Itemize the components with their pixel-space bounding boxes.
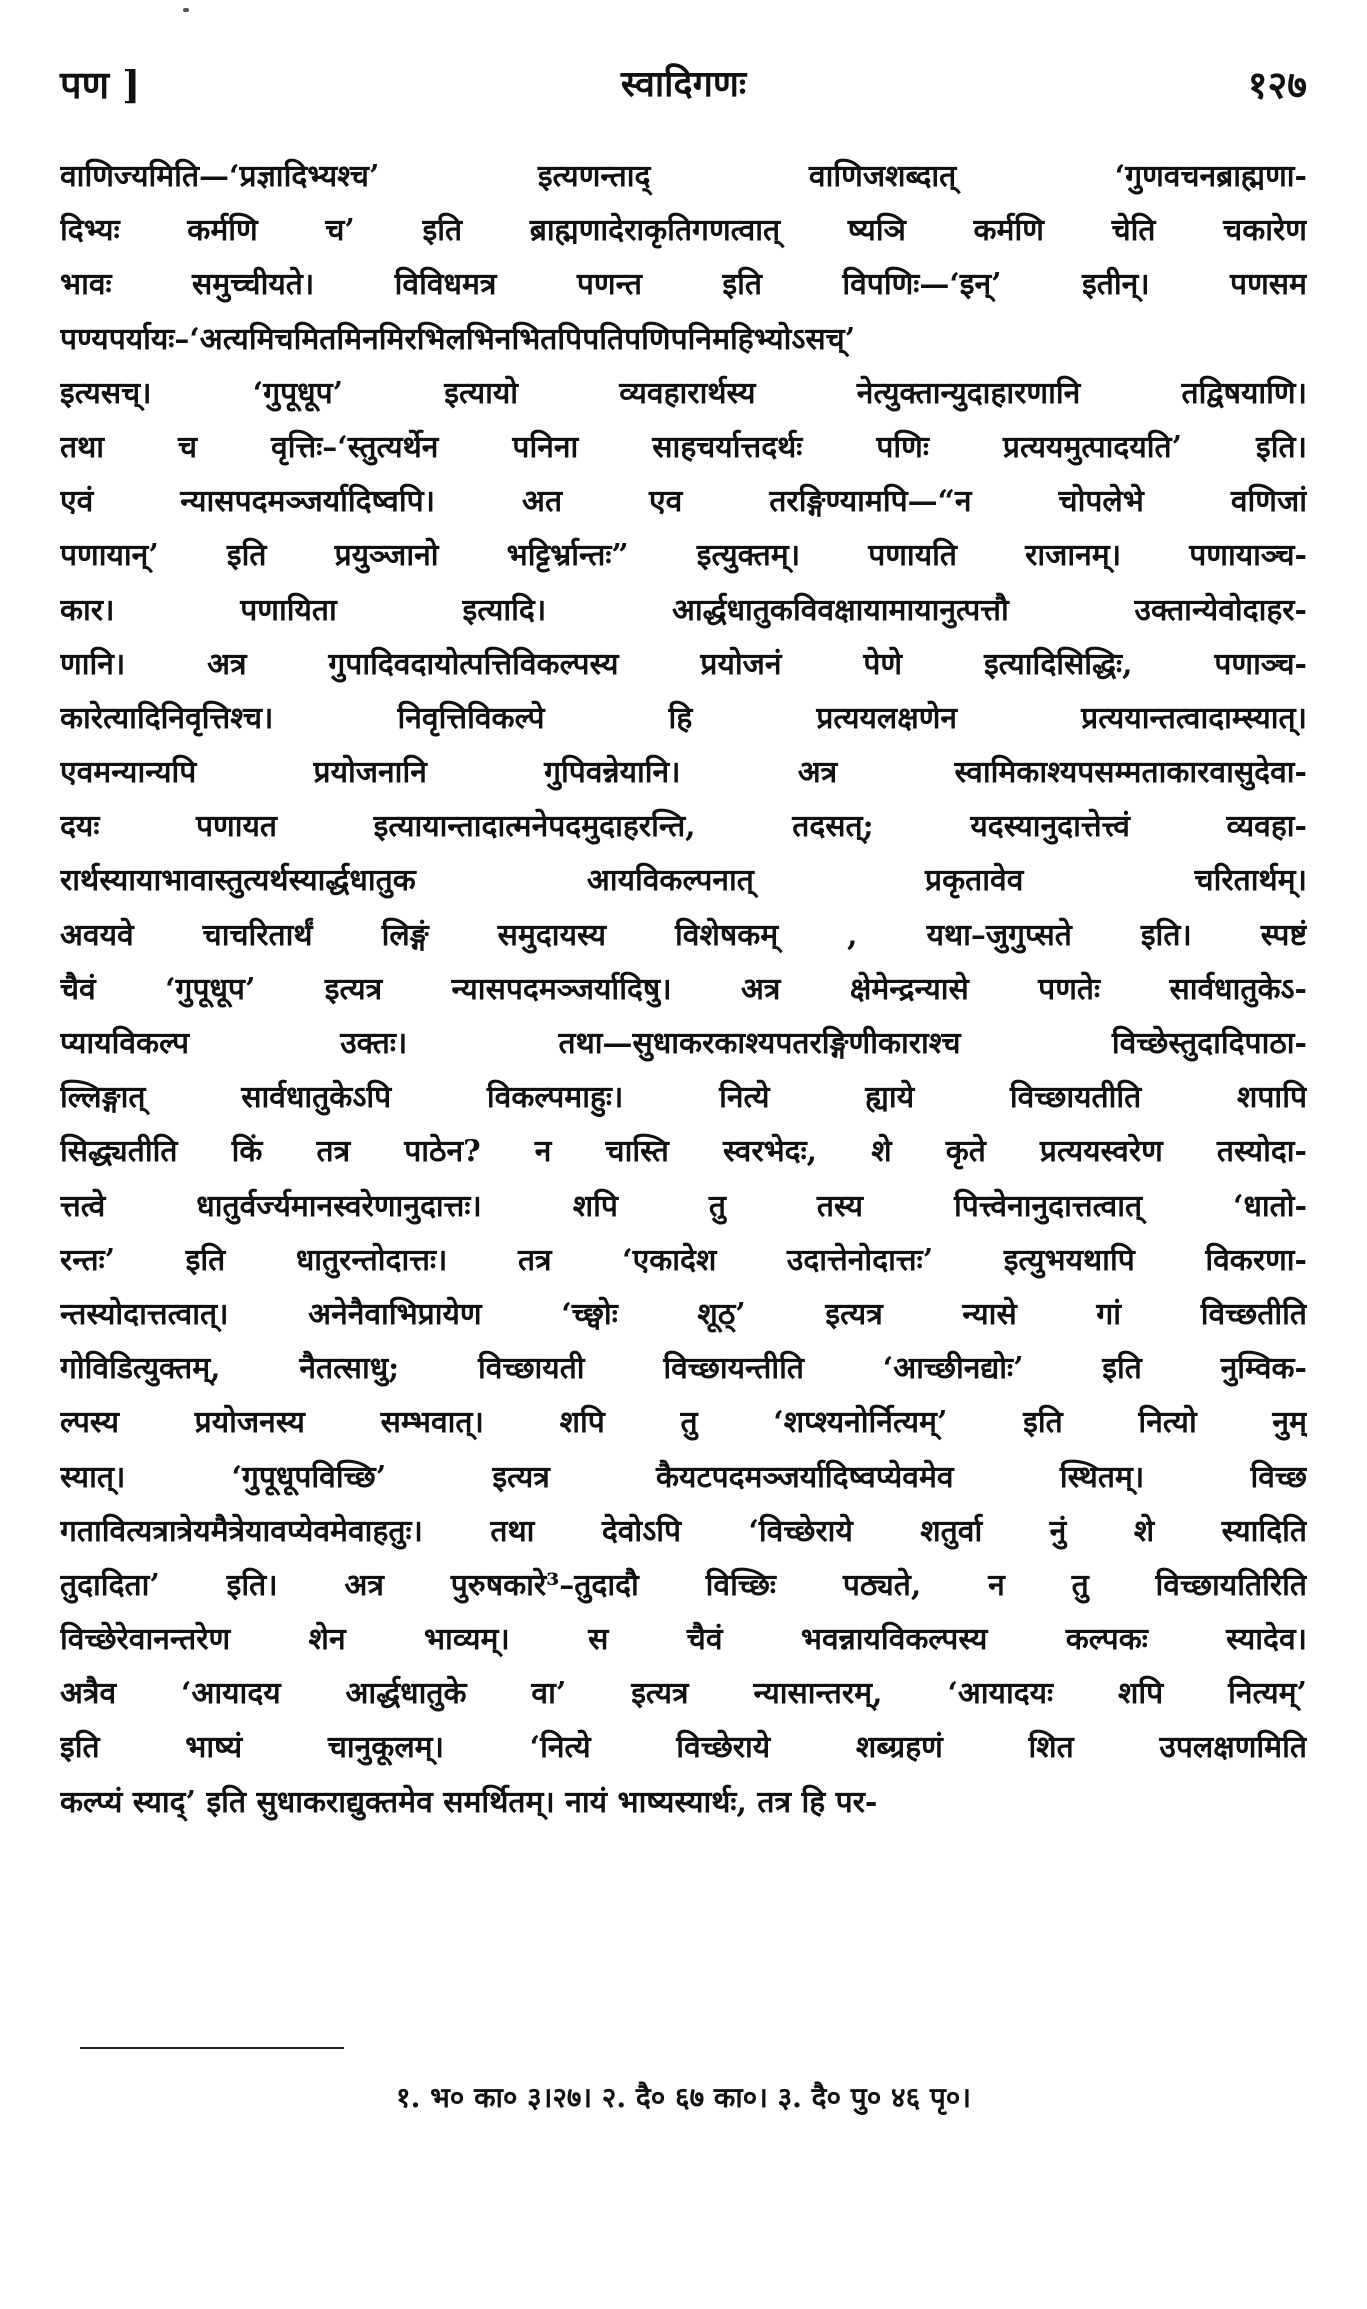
text-line: एवं न्यासपदमञ्जर्यादिष्वपि। अत एव तरङ्गिण्यामपि—“न चोपलेभे वणिजां [60, 484, 1307, 520]
text-line: विच्छेरेवानन्तरेण शेन भाव्यम्। स चैवं भवन्नायविकल्पस्य कल्पकः स्यादेव। [60, 1622, 1307, 1658]
text-line: अवयवे चाचरितार्थं लिङ्गं समुदायस्य विशेषकम् , यथा–जुगुप्सते इति। स्पष्टं [60, 917, 1307, 953]
text-line: गतावित्यत्रात्रेयमैत्रेयावप्येवमेवाहतुः। तथा देवोऽपि ‘विच्छेराये शतुर्वा नुं शे स्यादिति [60, 1513, 1307, 1549]
text-line: सिद्ध्यतीति किं तत्र पाठेन? न चास्ति स्वरभेदः, शे कृते प्रत्ययस्वरेण तस्योदा- [60, 1134, 1307, 1170]
text-line: ल्लिङ्गात् सार्वधातुकेऽपि विकल्पमाहुः। नित्ये ह्याये विच्छायतीति शपापि [60, 1080, 1307, 1116]
text-line: स्यात्। ‘गुपूधूपविच्छि’ इत्यत्र कैयटपदमञ्जर्यादिष्वप्येवमेव स्थितम्। विच्छ [60, 1459, 1307, 1495]
text-line: रार्थस्यायाभावास्तुत्यर्थस्यार्द्धधातुक आयविकल्पनात् प्रकृतावेव चरितार्थम्। [60, 863, 1307, 899]
text-line: गोविडित्युक्तम्, नैतत्साधु; विच्छायती विच्छायन्तीति ‘आच्छीनद्योः’ इति नुम्विक- [60, 1351, 1307, 1387]
text-line: ल्पस्य प्रयोजनस्य सम्भवात्। शपि तु ‘शप्श्यनोर्नित्यम्’ इति नित्यो नुम् [60, 1405, 1307, 1441]
text-line: तथा च वृत्तिः–‘स्तुत्यर्थेन पनिना साहचर्यात्तदर्थः पणिः प्रत्ययमुत्पादयति’ इति। [60, 429, 1307, 465]
running-header [60, 58, 1307, 118]
text-line: इत्यसच्। ‘गुपूधूप’ इत्यायो व्यवहारार्थस्य नेत्युक्तान्युदाहारणानि तद्विषयाणि। [60, 375, 1307, 411]
header-root-label: पण ] [60, 62, 141, 107]
text-line: चैवं ‘गुपूधूप’ इत्यत्र न्यासपदमञ्जर्यादिषु। अत्र क्षेमेन्द्रन्यासे पणतेः सार्वधातुकेऽ- [60, 971, 1307, 1007]
text-line: त्तत्वे धातुर्वर्ज्यमानस्वरेणानुदात्तः। शपि तु तस्य पित्त्वेनानुदात्तत्वात् ‘धातो- [60, 1188, 1307, 1224]
text-line: तुदादिता’ इति। अत्र पुरुषकारे³–तुदादौ विच्छिः पठ्यते, न तु विच्छायतिरिति [60, 1567, 1307, 1603]
page-number: १२७ [1247, 62, 1307, 107]
text-line: प्यायविकल्प उक्तः। तथा—सुधाकरकाश्यपतरङ्गिणीकाराश्च विच्छेस्तुदादिपाठा- [60, 1026, 1307, 1061]
text-line: णानि। अत्र गुपादिवदायोत्पत्तिविकल्पस्य प्रयोजनं पेणे इत्यादिसिद्धिः, पणाञ्च- [60, 646, 1307, 682]
text-line: इति भाष्यं चानुकूलम्। ‘नित्ये विच्छेराये शब्ग्रहणं शित उपलक्षणमिति [60, 1730, 1307, 1766]
header-chapter-title: स्वादिगणः [620, 63, 747, 105]
commentary-body [60, 150, 1307, 1830]
text-line: कारेत्यादिनिवृत्तिश्च। निवृत्तिविकल्पे हि प्रत्ययलक्षणेन प्रत्ययान्तत्वादाम्स्यात्। [60, 700, 1307, 736]
text-line: दयः पणायत इत्यायान्तादात्मनेपदमुदाहरन्ति, तदसत्; यदस्यानुदात्तेत्त्वं व्यवहा- [60, 809, 1307, 845]
footnote-divider [80, 2047, 344, 2049]
text-line: पणायान्’ इति प्रयुञ्जानो भट्टिर्भ्रान्तः” इत्युक्तम्। पणायति राजानम्। पणायाञ्च- [60, 538, 1307, 574]
text-line: दिभ्यः कर्मणि च’ इति ब्राह्मणादेराकृतिगणत्वात् ष्यञि कर्मणि चेति चकारेण [60, 213, 1307, 249]
text-line: पण्यपर्यायः–‘अत्यमिचमितमिनमिरभिलभिनभितपिपतिपणिपनिमहिभ्योऽसच्’ [60, 321, 856, 357]
text-line: एवमन्यान्यपि प्रयोजनानि गुपिवन्नेयानि। अत्र स्वामिकाश्यपसम्मताकारवासुदेवा- [60, 755, 1307, 791]
scan-speck [183, 8, 189, 12]
footnotes: १. भ० का० ३।२७। २. दै० ६७ का०। ३. दै० पु० ४६ पृ०। [396, 2081, 971, 2114]
text-line: वाणिज्यमिति—‘प्रज्ञादिभ्यश्च’ इत्यणन्ताद् वाणिजशब्दात् ‘गुणवचनब्राह्मणा- [60, 159, 1307, 194]
text-line: कार। पणायिता इत्यादि। आर्द्धधातुकविवक्षायामायानुत्पत्तौ उक्तान्येवोदाहर- [60, 592, 1307, 628]
text-line: कल्प्यं स्याद्’ इति सुधाकराद्युक्तमेव समर्थितम्। नायं भाष्यस्यार्थः, तत्र हि पर- [60, 1784, 878, 1820]
text-line: अत्रैव ‘आयादय आर्द्धधातुके वा’ इत्यत्र न्यासान्तरम्, ‘आयादयः शपि नित्यम्’ [60, 1676, 1307, 1712]
text-line: न्तस्योदात्तत्वात्। अनेनैवाभिप्रायेण ‘च्छ्वोः शूठ्’ इत्यत्र न्यासे गां विच्छतीति [60, 1296, 1307, 1332]
text-line: रन्तः’ इति धातुरन्तोदात्तः। तत्र ‘एकादेश उदात्तेनोदात्तः’ इत्युभयथापि विकरणा- [60, 1242, 1307, 1278]
text-line: भावः समुच्चीयते। विविधमत्र पणन्त इति विपणिः—‘इन्’ इतीन्। पणसम [60, 267, 1307, 303]
